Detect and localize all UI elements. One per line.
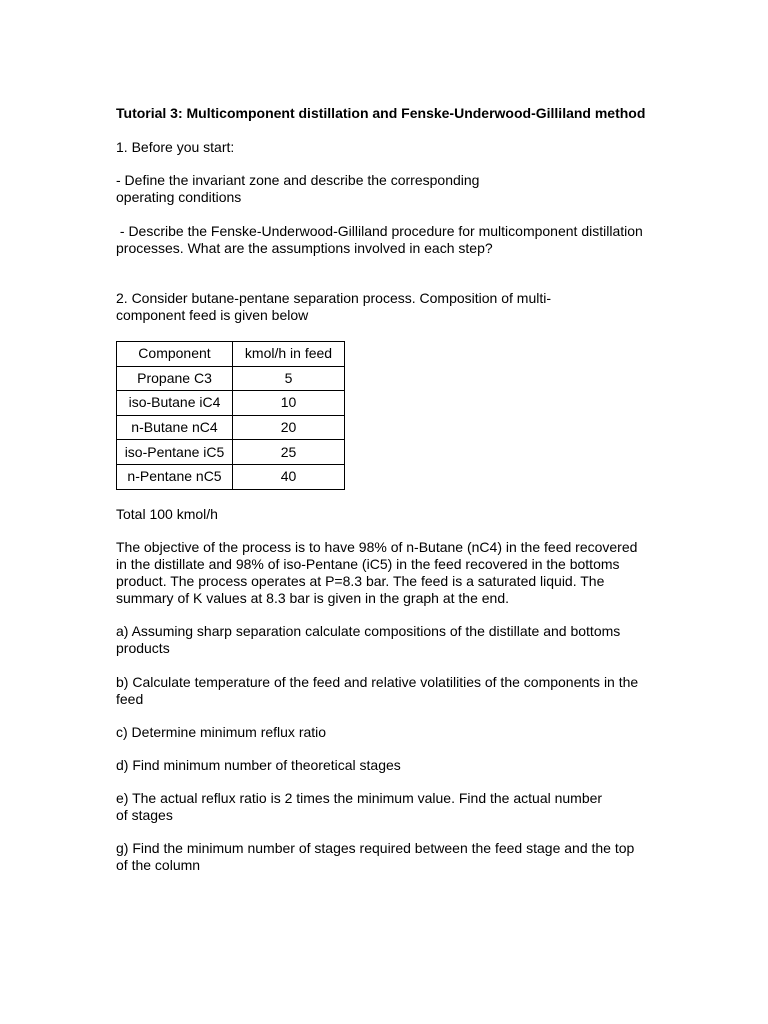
table-header-kmol: kmol/h in feed bbox=[233, 342, 345, 367]
table-cell-component: iso-Butane iC4 bbox=[117, 391, 233, 416]
question-e: e) The actual reflux ratio is 2 times the minimum value. Find the actual number of stages bbox=[116, 789, 603, 823]
document-page bbox=[116, 105, 656, 874]
section1-bullet-fug-procedure: - Describe the Fenske-Underwood-Gilliland procedure for multicomponent distillation processes. What are the assumptions involved in each step? bbox=[116, 223, 647, 256]
feed-composition-table bbox=[116, 341, 345, 490]
document-title: Tutorial 3: Multicomponent distillation and Fenske-Underwood-Gilliland method bbox=[116, 105, 646, 121]
table-row bbox=[117, 366, 345, 391]
question-c: c) Determine minimum reflux ratio bbox=[116, 723, 327, 740]
table-cell-component: n-Pentane nC5 bbox=[117, 464, 233, 489]
section1-heading: 1. Before you start: bbox=[116, 139, 235, 155]
question-a: a) Assuming sharp separation calculate compositions of the distillate and bottoms products bbox=[116, 622, 621, 656]
table-cell-kmol: 40 bbox=[233, 464, 345, 489]
question-g: g) Find the minimum number of stages required between the feed stage and the top of the column bbox=[116, 839, 635, 873]
table-cell-kmol: 20 bbox=[233, 415, 345, 440]
table-cell-kmol: 5 bbox=[233, 366, 345, 391]
process-objective: The objective of the process is to have 98% of n-Butane (nC4) in the feed recovered in the distillate and 98% of iso-Pentane (iC5) in the feed recovered in the bottoms product. The process operates at P=8.3 bar. The feed is a saturated liquid. The summary of K values at 8.3 bar is given in the graph at the end. bbox=[116, 538, 638, 606]
table-cell-kmol: 25 bbox=[233, 440, 345, 465]
table-row bbox=[117, 415, 345, 440]
table-row bbox=[117, 464, 345, 489]
feed-total: Total 100 kmol/h bbox=[116, 505, 218, 522]
table-cell-component: iso-Pentane iC5 bbox=[117, 440, 233, 465]
table-row bbox=[117, 440, 345, 465]
section2-intro: 2. Consider butane-pentane separation process. Composition of multi-component feed is given below bbox=[116, 290, 552, 323]
question-b: b) Calculate temperature of the feed and relative volatilities of the components in the feed bbox=[116, 673, 639, 707]
section1-bullet-invariant-zone: - Define the invariant zone and describe the corresponding operating conditions bbox=[116, 172, 480, 205]
table-row bbox=[117, 391, 345, 416]
table-cell-component: n-Butane nC4 bbox=[117, 415, 233, 440]
table-cell-kmol: 10 bbox=[233, 391, 345, 416]
table-header-row bbox=[117, 342, 345, 367]
question-d: d) Find minimum number of theoretical stages bbox=[116, 756, 401, 773]
table-header-component: Component bbox=[117, 342, 233, 367]
table-cell-component: Propane C3 bbox=[117, 366, 233, 391]
